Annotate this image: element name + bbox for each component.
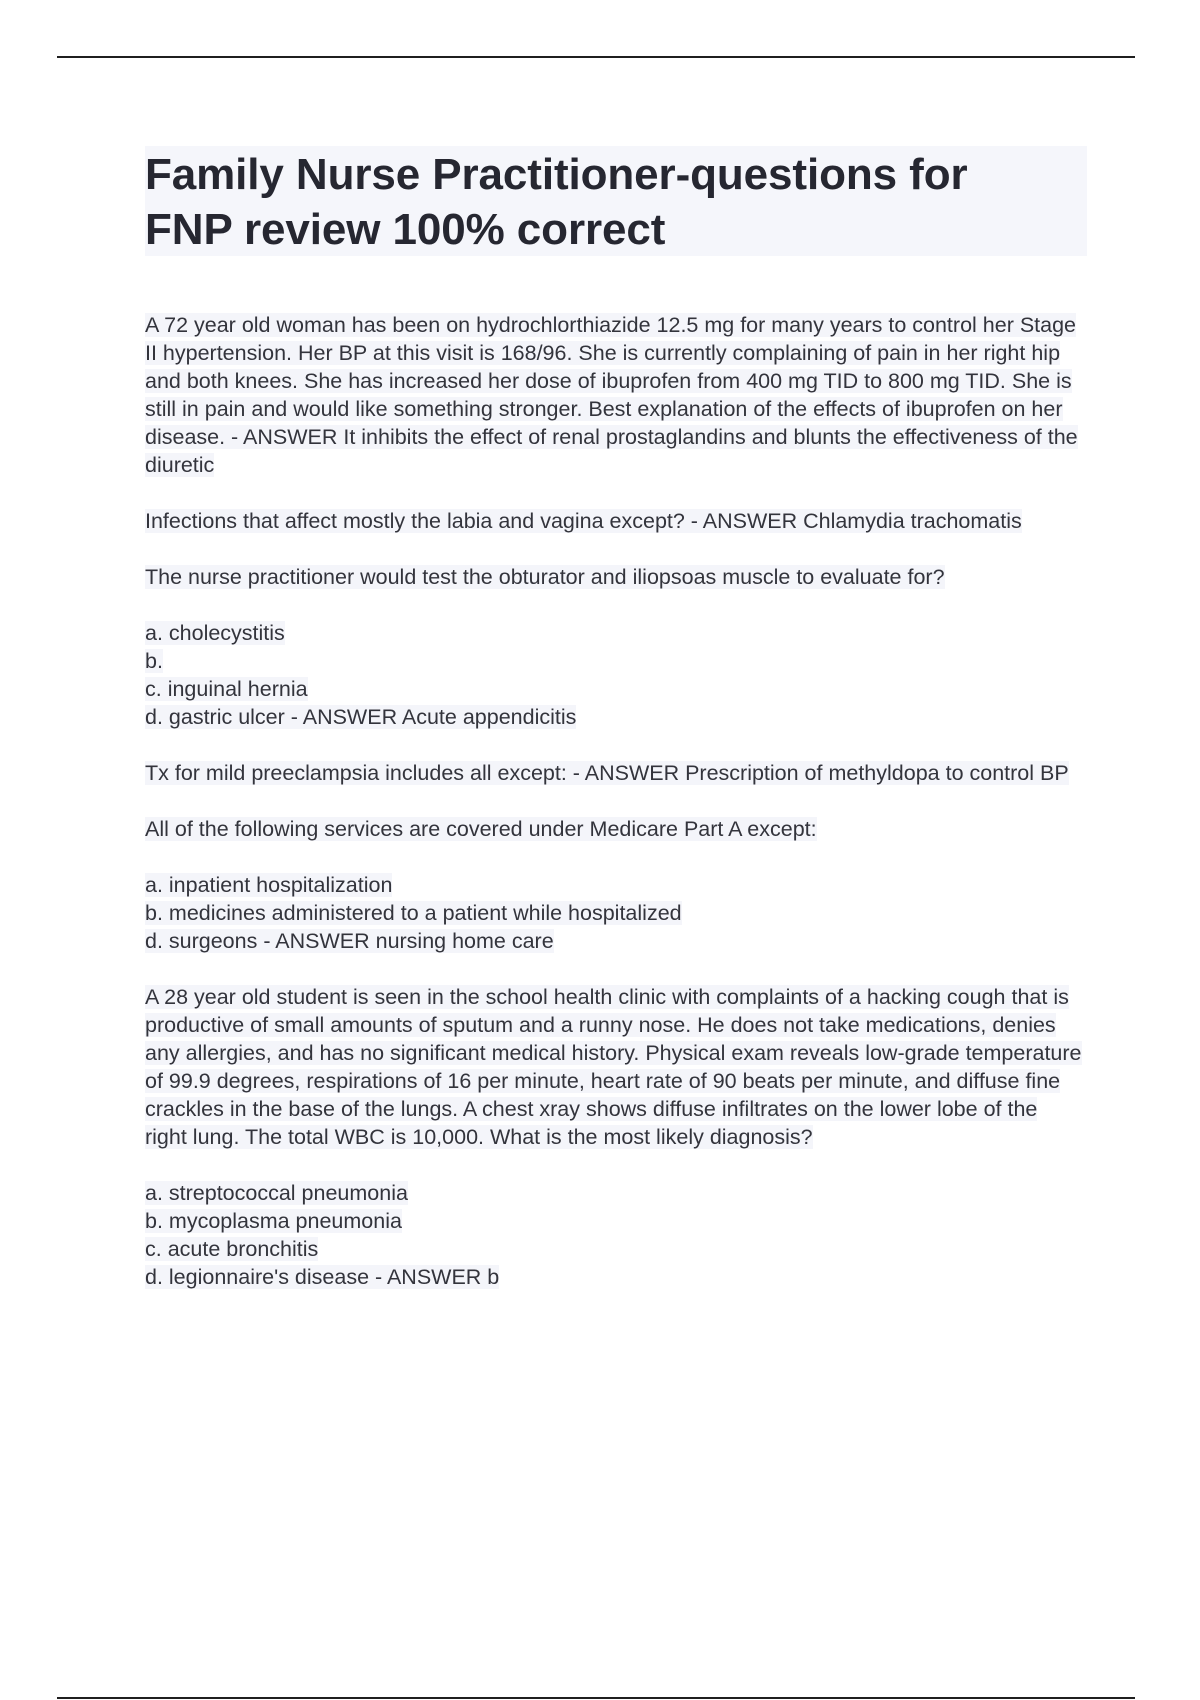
title-line-1: Family Nurse Practitioner-questions for	[145, 150, 968, 199]
title-block	[145, 146, 1087, 256]
option-d: d. surgeons - ANSWER nursing home care	[145, 929, 554, 953]
option-a: a. inpatient hospitalization	[145, 873, 393, 897]
title-line-2: FNP review 100% correct	[145, 205, 666, 254]
top-rule	[57, 56, 1135, 58]
option-b: b. mycoplasma pneumonia	[145, 1209, 402, 1233]
question-text: A 28 year old student is seen in the school health clinic with complaints of a hacking cough that is productive of small amounts of sputum and a runny nose. He does not take medications, denies any allergies, and has no significant medical history. Physical exam reveals low-grade temperature of 99.9 degrees, respirations of 16 per minute, heart rate of 90 beats per minute, and diffuse fine crackles in the base of the lungs. A chest xray shows diffuse infiltrates on the lower lobe of the right lung. The total WBC is 10,000. What is the most likely diagnosis?	[145, 985, 1082, 1149]
document-page	[145, 146, 1085, 1319]
question-5	[145, 815, 1085, 843]
question-text: A 72 year old woman has been on hydrochlorthiazide 12.5 mg for many years to control her Stage II hypertension. Her BP at this visit is 168/96. She is currently complaining of pain in her right hip and both knees. She has increased her dose of ibuprofen from 400 mg TID to 800 mg TID. She is still in pain and would like something stronger. Best explanation of the effects of ibuprofen on her disease. - ANSWER It inhibits the effect of renal prostaglandins and blunts the effectiveness of the diuretic	[145, 313, 1078, 477]
option-c: c. inguinal hernia	[145, 677, 308, 701]
document-title	[145, 146, 1087, 257]
question-4	[145, 759, 1085, 787]
option-d: d. gastric ulcer - ANSWER Acute appendicitis	[145, 705, 577, 729]
question-6	[145, 983, 1085, 1151]
option-a: a. streptococcal pneumonia	[145, 1181, 408, 1205]
bottom-rule	[57, 1697, 1135, 1699]
question-5-options	[145, 871, 1085, 955]
question-2	[145, 507, 1085, 535]
question-text: All of the following services are covered under Medicare Part A except:	[145, 817, 817, 841]
option-b: b.	[145, 649, 163, 673]
question-1	[145, 311, 1085, 479]
question-text: Infections that affect mostly the labia and vagina except? - ANSWER Chlamydia trachomatis	[145, 509, 1022, 533]
option-d: d. legionnaire's disease - ANSWER b	[145, 1265, 500, 1289]
document-content	[145, 311, 1085, 1291]
question-text: The nurse practitioner would test the obturator and iliopsoas muscle to evaluate for?	[145, 565, 945, 589]
option-b: b. medicines administered to a patient while hospitalized	[145, 901, 682, 925]
option-a: a. cholecystitis	[145, 621, 285, 645]
question-text: Tx for mild preeclampsia includes all except: - ANSWER Prescription of methyldopa to control BP	[145, 761, 1069, 785]
question-3-options	[145, 619, 1085, 731]
question-3	[145, 563, 1085, 591]
question-6-options	[145, 1179, 1085, 1291]
option-c: c. acute bronchitis	[145, 1237, 319, 1261]
